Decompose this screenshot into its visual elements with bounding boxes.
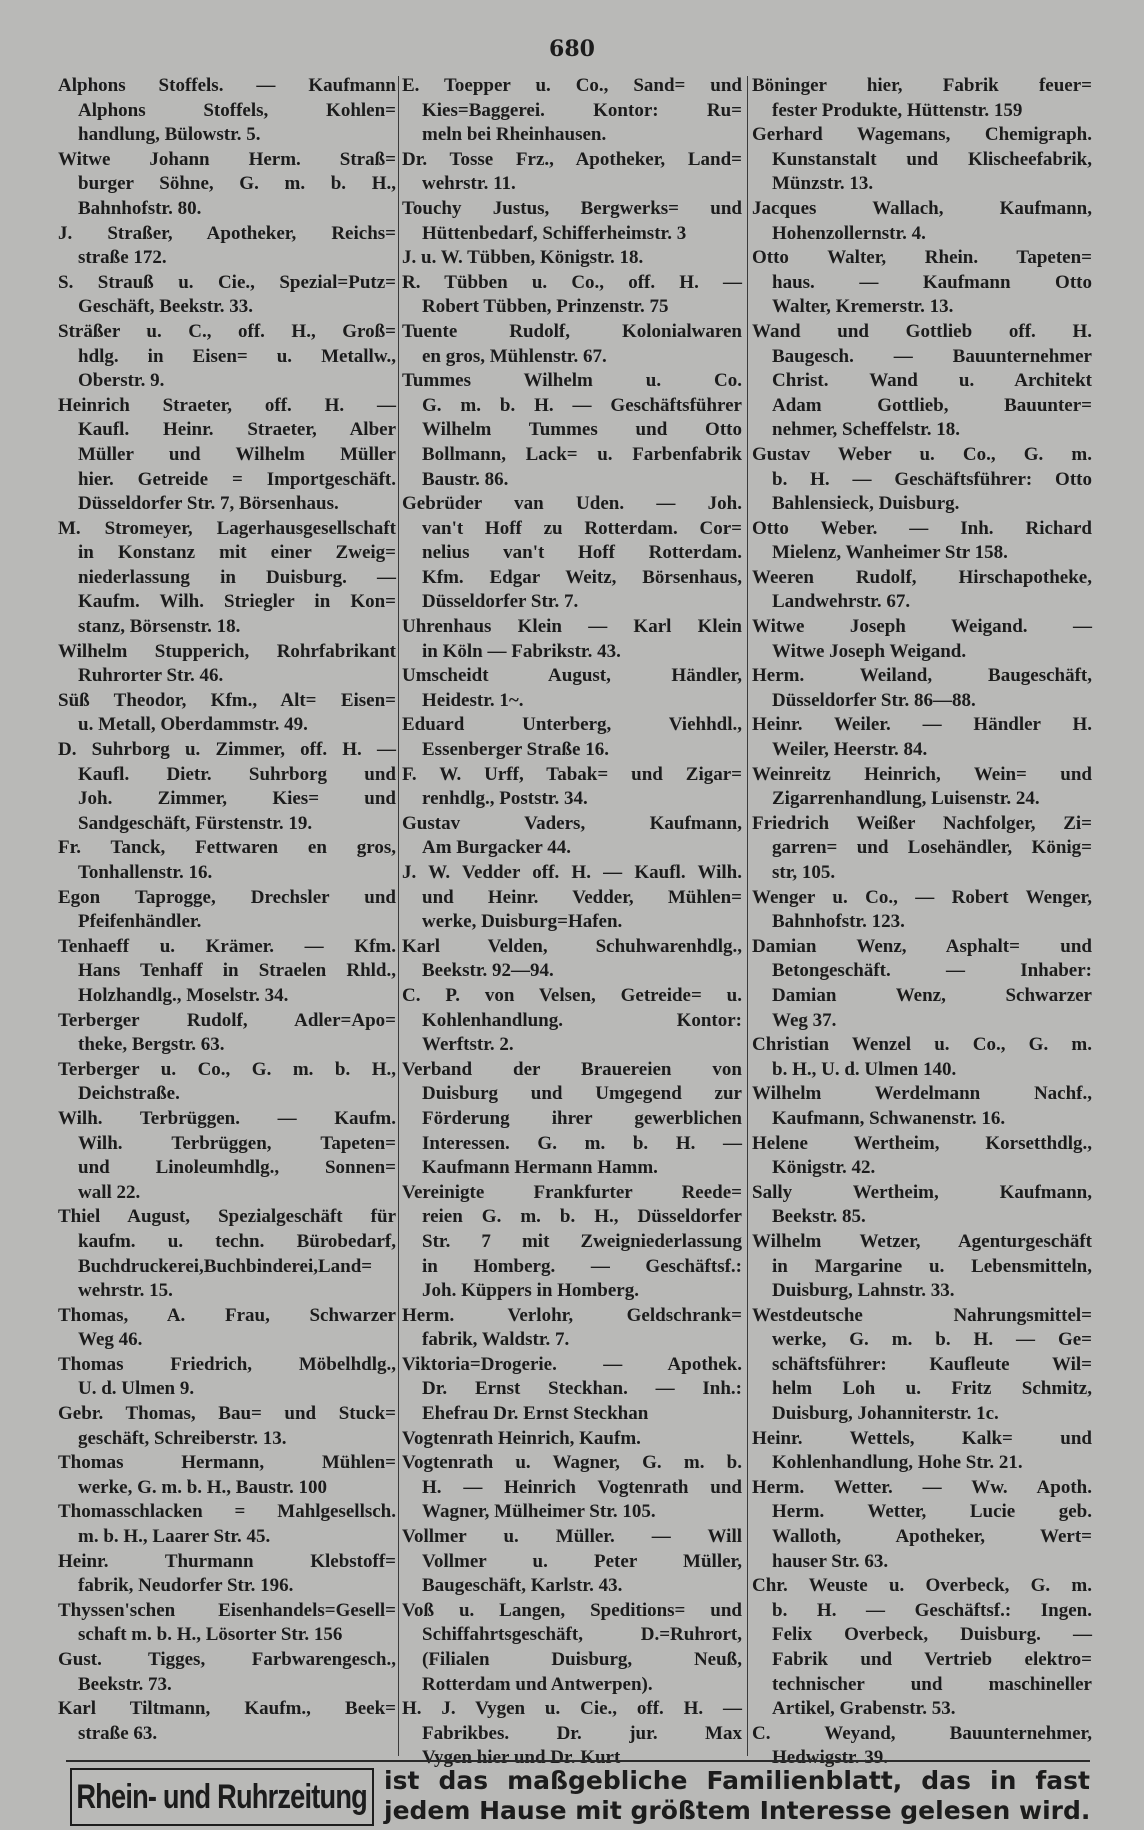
directory-entry: [58, 148, 396, 222]
entry-line: Düsseldorfer Str. 7, Börsenhaus.: [78, 493, 339, 515]
entry-line: Süß Theodor, Kfm., Alt= Eisen=: [58, 689, 396, 711]
directory-entry: [752, 935, 1092, 1033]
directory-entry: [402, 1181, 742, 1304]
entry-line: Witwe Joseph Weigand. —: [752, 616, 1092, 638]
entry-line: Vogtenrath Heinrich, Kaufm.: [402, 1427, 641, 1449]
entry-line: Wilh. Terbrüggen, Tapeten=: [78, 1132, 396, 1154]
entry-line: Wilhelm Wetzer, Agenturgeschäft: [752, 1230, 1092, 1252]
entry-line: Terberger Rudolf, Adler=Apo=: [58, 1009, 396, 1031]
entry-line: Wilhelm Tummes und Otto: [422, 419, 742, 441]
entry-line: Tuente Rudolf, Kolonialwaren: [402, 320, 742, 342]
entry-line: Fr. Tanck, Fettwaren en gros,: [58, 837, 396, 859]
entry-line: Interessen. G. m. b. H. —: [422, 1132, 742, 1154]
directory-entry: [752, 615, 1092, 664]
entry-line: G. m. b. H. — Geschäftsführer: [422, 394, 742, 416]
directory-entry: [402, 812, 742, 861]
directory-entry: [752, 246, 1092, 320]
entry-line: in Konstanz mit einer Zweig=: [78, 542, 396, 564]
entry-line: Hedwigstr. 39.: [772, 1747, 888, 1769]
entry-line: schäftsführer: Kaufleute Wil=: [772, 1353, 1092, 1375]
entry-line: M. Stromeyer, Lagerhausgesellschaft: [58, 517, 396, 539]
directory-entry: [752, 517, 1092, 566]
directory-entry: [402, 74, 742, 148]
entry-line: Baugeschäft, Karlstr. 43.: [422, 1575, 623, 1597]
entry-line: Kaufmann Hermann Hamm.: [422, 1157, 658, 1179]
entry-line: E. Toepper u. Co., Sand= und: [402, 75, 742, 96]
entry-line: Damian Wenz, Asphalt= und: [752, 935, 1092, 957]
column-divider: [398, 76, 399, 1756]
directory-entry: [58, 1058, 396, 1107]
entry-line: burger Söhne, G. m. b. H.,: [78, 173, 396, 195]
entry-line: Terberger u. Co., G. m. b. H.,: [58, 1058, 396, 1080]
entry-line: Herm. Verlohr, Geldschrank=: [402, 1304, 742, 1326]
entry-line: Wenger u. Co., — Robert Wenger,: [752, 886, 1092, 908]
directory-entry: [752, 664, 1092, 713]
directory-entry: [752, 320, 1092, 443]
entry-line: Müller und Wilhelm Müller: [78, 443, 396, 465]
entry-line: Weg 46.: [78, 1329, 143, 1351]
entry-line: H. J. Vygen u. Cie., off. H. —: [402, 1698, 742, 1720]
entry-line: Bahnhofstr. 80.: [78, 197, 202, 219]
entry-line: Tonhallenstr. 16.: [78, 862, 213, 883]
newspaper-logo-box: [70, 1768, 374, 1826]
entry-line: S. Strauß u. Cie., Spezial=Putz=: [58, 271, 396, 293]
directory-entry: [58, 517, 396, 640]
entry-line: Böninger hier, Fabrik feuer=: [752, 75, 1092, 96]
entry-line: Witwe Joseph Weigand.: [772, 640, 967, 662]
entry-line: Duisburg, Johanniterstr. 1c.: [772, 1403, 999, 1425]
directory-entry: [402, 148, 742, 197]
entry-line: fabrik, Waldstr. 7.: [422, 1329, 570, 1351]
entry-line: Damian Wenz, Schwarzer: [772, 984, 1092, 1006]
entry-line: kaufm. u. techn. Bürobedarf,: [78, 1230, 396, 1252]
entry-line: Thomas, A. Frau, Schwarzer: [58, 1304, 396, 1326]
entry-line: U. d. Ulmen 9.: [78, 1378, 195, 1400]
directory-entry: [752, 197, 1092, 246]
entry-line: Fabrik und Vertrieb elektro=: [772, 1649, 1092, 1670]
directory-entry: [58, 1599, 396, 1648]
entry-line: Gerhard Wagemans, Chemigraph.: [752, 124, 1092, 146]
entry-line: Kohlenhandlung, Hohe Str. 21.: [772, 1452, 1023, 1474]
directory-entry: [752, 1427, 1092, 1476]
entry-line: Jacques Wallach, Kaufmann,: [752, 197, 1092, 219]
entry-line: Geschäft, Beekstr. 33.: [78, 296, 254, 318]
directory-entry: [752, 886, 1092, 935]
newspaper-title: Rhein- und Ruhrzeitung: [76, 1777, 368, 1816]
entry-line: en gros, Mühlenstr. 67.: [422, 345, 607, 367]
entry-line: wehrstr. 15.: [78, 1280, 173, 1302]
entry-line: Witwe Johann Herm. Straß=: [58, 148, 396, 170]
entry-line: Vogtenrath u. Wagner, G. m. b.: [402, 1452, 742, 1474]
entry-line: haus. — Kaufmann Otto: [772, 271, 1092, 293]
directory-entry: [752, 812, 1092, 886]
entry-line: Eduard Unterberg, Viehhdl.,: [402, 714, 742, 736]
entry-line: Bahnhofstr. 123.: [772, 911, 905, 933]
entry-line: wehrstr. 11.: [422, 173, 516, 195]
advertisement-banner: [66, 1760, 1090, 1828]
entry-line: geschäft, Schreiberstr. 13.: [78, 1427, 287, 1449]
entry-line: Thomasschlacken = Mahlgesellsch.: [58, 1501, 396, 1523]
entry-line: Zigarrenhandlung, Luisenstr. 24.: [772, 788, 1040, 810]
entry-line: Essenberger Straße 16.: [422, 739, 609, 761]
entry-line: Bollmann, Lack= u. Farbenfabrik: [422, 443, 742, 465]
entry-line: hdlg. in Eisen= u. Metallw.,: [78, 345, 396, 367]
entry-line: J. u. W. Tübben, Königstr. 18.: [402, 247, 644, 269]
entry-line: Förderung ihrer gewerblichen: [422, 1107, 742, 1129]
entry-line: Christian Wenzel u. Co., G. m.: [752, 1034, 1092, 1056]
entry-line: Duisburg und Umgegend zur: [422, 1083, 742, 1105]
entry-line: Kaufmann, Schwanenstr. 16.: [772, 1107, 1006, 1129]
entry-line: Karl Velden, Schuhwarenhdlg.,: [402, 935, 742, 957]
directory-entry: [58, 1009, 396, 1058]
directory-entry: [58, 1353, 396, 1402]
entry-line: J. Straßer, Apotheker, Reichs=: [58, 222, 396, 244]
entry-line: Vollmer u. Peter Müller,: [422, 1550, 742, 1572]
entry-line: Umscheidt August, Händler,: [402, 665, 742, 687]
entry-line: Wilhelm Stupperich, Rohrfabrikant: [58, 640, 396, 662]
entry-line: nehmer, Scheffelstr. 18.: [772, 419, 961, 441]
directory-entry: [58, 74, 396, 148]
entry-line: Vygen hier und Dr. Kurt: [422, 1747, 621, 1769]
directory-entry: [752, 1304, 1092, 1427]
entry-line: Düsseldorfer Str. 86—88.: [772, 689, 976, 711]
entry-line: fabrik, Neudorfer Str. 196.: [78, 1575, 294, 1597]
entry-line: Thyssen'schen Eisenhandels=Gesell=: [58, 1599, 396, 1621]
directory-column-2: [402, 74, 742, 1771]
directory-entry: [752, 123, 1092, 197]
entry-line: H. — Heinrich Vogtenrath und: [422, 1476, 742, 1498]
entry-line: van't Hoff zu Rotterdam. Cor=: [422, 517, 742, 539]
entry-line: Beekstr. 73.: [78, 1673, 172, 1695]
entry-line: Sally Wertheim, Kaufmann,: [752, 1181, 1092, 1203]
entry-line: Artikel, Grabenstr. 53.: [772, 1698, 956, 1720]
entry-line: Wilh. Terbrüggen. — Kaufm.: [58, 1107, 396, 1129]
directory-entry: [402, 1353, 742, 1427]
entry-line: Herm. Wetter, Lucie geb.: [772, 1501, 1092, 1523]
entry-line: niederlassung in Duisburg. —: [78, 566, 396, 588]
entry-line: Sträßer u. C., off. H., Groß=: [58, 320, 396, 342]
directory-entry: [58, 1205, 396, 1303]
entry-line: wall 22.: [78, 1181, 141, 1203]
entry-line: und Heinr. Vedder, Mühlen=: [422, 886, 742, 908]
entry-line: Kaufm. Wilh. Striegler in Kon=: [78, 591, 396, 613]
entry-line: in Köln — Fabrikstr. 43.: [422, 640, 621, 662]
directory-entry: [402, 1427, 742, 1452]
entry-line: garren= und Losehändler, König=: [772, 837, 1092, 859]
entry-line: Tenhaeff u. Krämer. — Kfm.: [58, 935, 396, 957]
entry-line: Hans Tenhaff in Straelen Rhld.,: [78, 960, 396, 982]
entry-line: Buchdruckerei,Buchbinderei,Land=: [78, 1255, 373, 1277]
entry-line: Bahlensieck, Duisburg.: [772, 493, 960, 515]
entry-line: handlung, Bülowstr. 5.: [78, 124, 261, 146]
entry-line: Herm. Weiland, Baugeschäft,: [752, 665, 1092, 687]
entry-line: Pfeifenhändler.: [78, 911, 202, 933]
entry-line: reien G. m. b. H., Düsseldorfer: [422, 1206, 742, 1228]
directory-entry: [402, 492, 742, 615]
entry-line: Viktoria=Drogerie. — Apothek.: [402, 1353, 742, 1375]
directory-entry: [752, 74, 1092, 123]
directory-entry: [58, 640, 396, 689]
entry-line: werke, Duisburg=Hafen.: [422, 911, 623, 933]
entry-line: Weeren Rudolf, Hirschapotheke,: [752, 566, 1092, 588]
entry-line: Vollmer u. Müller. — Will: [402, 1526, 742, 1548]
directory-entry: [58, 935, 396, 1009]
entry-line: Otto Walter, Rhein. Tapeten=: [752, 247, 1092, 269]
entry-line: Wand und Gottlieb off. H.: [752, 320, 1092, 342]
directory-entry: [402, 1525, 742, 1599]
entry-line: Münzstr. 13.: [772, 173, 874, 195]
entry-line: m. b. H., Laarer Str. 45.: [78, 1526, 271, 1548]
directory-entry: [402, 1058, 742, 1181]
directory-entry: [752, 763, 1092, 812]
entry-line: werke, G. m. b. H., Baustr. 100: [78, 1476, 327, 1498]
page-number: 680: [549, 36, 595, 62]
entry-line: Sandgeschäft, Fürstenstr. 19.: [78, 812, 313, 834]
directory-entry: [752, 1574, 1092, 1722]
entry-line: Am Burgacker 44.: [422, 837, 571, 859]
entry-line: hauser Str. 63.: [772, 1550, 889, 1572]
directory-entry: [58, 1500, 396, 1549]
directory-entry: [58, 1402, 396, 1451]
entry-line: nelius van't Hoff Rotterdam.: [422, 542, 742, 564]
entry-line: Walloth, Apotheker, Wert=: [772, 1526, 1092, 1548]
entry-line: Baugesch. — Bauunternehmer: [772, 345, 1092, 367]
entry-line: Werftstr. 2.: [422, 1034, 514, 1056]
entry-line: Helene Wertheim, Korsetthdlg.,: [752, 1132, 1092, 1154]
entry-line: b. H. — Geschäftsf.: Ingen.: [772, 1599, 1092, 1621]
entry-line: Joh. Küppers in Homberg.: [422, 1280, 639, 1302]
entry-line: Herm. Wetter. — Ww. Apoth.: [752, 1476, 1092, 1498]
entry-line: und Linoleumhdlg., Sonnen=: [78, 1157, 396, 1179]
directory-entry: [58, 394, 396, 517]
directory-entry: [402, 197, 742, 246]
entry-line: Weinreitz Heinrich, Wein= und: [752, 763, 1092, 785]
entry-line: Kohlenhandlung. Kontor:: [422, 1009, 742, 1031]
entry-line: Landwehrstr. 67.: [772, 591, 911, 613]
entry-line: (Filialen Duisburg, Neuß,: [422, 1649, 742, 1670]
entry-line: Hohenzollernstr. 4.: [772, 222, 926, 244]
directory-entry: [58, 222, 396, 271]
directory-entry: [58, 836, 396, 885]
directory-entry: [752, 1132, 1092, 1181]
entry-line: Friedrich Weißer Nachfolger, Zi=: [752, 812, 1092, 834]
advertisement-text: [384, 1766, 1090, 1826]
entry-line: Uhrenhaus Klein — Karl Klein: [402, 616, 742, 638]
entry-line: theke, Bergstr. 63.: [78, 1034, 225, 1056]
entry-line: Deichstraße.: [78, 1083, 180, 1105]
entry-line: Vereinigte Frankfurter Reede=: [402, 1181, 742, 1203]
entry-line: Holzhandlg., Moselstr. 34.: [78, 984, 289, 1006]
entry-line: Mielenz, Wanheimer Str 158.: [772, 542, 1008, 564]
entry-line: Dr. Tosse Frz., Apotheker, Land=: [402, 148, 742, 170]
entry-line: J. W. Vedder off. H. — Kaufl. Wilh.: [402, 862, 742, 883]
directory-entry: [752, 1230, 1092, 1304]
entry-line: Christ. Wand u. Architekt: [772, 370, 1092, 392]
entry-line: Heinrich Straeter, off. H. —: [58, 394, 396, 416]
directory-entry: [402, 984, 742, 1058]
entry-line: helm Loh u. Fritz Schmitz,: [772, 1378, 1092, 1400]
entry-line: Gustav Weber u. Co., G. m.: [752, 443, 1092, 465]
entry-line: in Homberg. — Geschäftsf.:: [422, 1255, 742, 1277]
directory-entry: [402, 320, 742, 369]
directory-entry: [58, 1107, 396, 1205]
directory-entry: [752, 1181, 1092, 1230]
entry-line: Heinr. Wettels, Kalk= und: [752, 1427, 1092, 1449]
entry-line: Robert Tübben, Prinzenstr. 75: [422, 296, 669, 318]
entry-line: C. Weyand, Bauunternehmer,: [752, 1722, 1092, 1744]
directory-entry: [402, 935, 742, 984]
entry-line: Gust. Tigges, Farbwarengesch.,: [58, 1649, 396, 1670]
entry-line: Fabrikbes. Dr. jur. Max: [422, 1722, 742, 1744]
directory-entry: [752, 1476, 1092, 1574]
directory-entry: [402, 763, 742, 812]
entry-line: u. Metall, Oberdammstr. 49.: [78, 714, 308, 736]
directory-entry: [58, 738, 396, 836]
entry-line: Adam Gottlieb, Bauunter=: [772, 394, 1092, 416]
entry-line: R. Tübben u. Co., off. H. —: [402, 271, 742, 293]
entry-line: Kunstanstalt und Klischeefabrik,: [772, 148, 1092, 170]
directory-entry: [402, 1451, 742, 1525]
entry-line: Walter, Kremerstr. 13.: [772, 296, 954, 318]
entry-line: Oberstr. 9.: [78, 370, 165, 392]
directory-entry: [402, 713, 742, 762]
entry-line: straße 172.: [78, 247, 167, 269]
entry-line: meln bei Rheinhausen.: [422, 124, 607, 146]
entry-line: hier. Getreide = Importgeschäft.: [78, 468, 396, 490]
directory-entry: [752, 566, 1092, 615]
directory-column-3: [752, 74, 1092, 1771]
entry-line: schaft m. b. H., Lösorter Str. 156: [78, 1624, 343, 1646]
entry-line: Ehefrau Dr. Ernst Steckhan: [422, 1403, 649, 1425]
entry-line: Betongeschäft. — Inhaber:: [772, 960, 1092, 982]
directory-entry: [402, 369, 742, 492]
directory-entry: [402, 861, 742, 935]
entry-line: Gustav Vaders, Kaufmann,: [402, 812, 742, 834]
entry-line: Kaufl. Heinr. Straeter, Alber: [78, 419, 396, 441]
entry-line: Wilhelm Werdelmann Nachf.,: [752, 1083, 1092, 1105]
directory-entry: [58, 689, 396, 738]
entry-line: Ruhrorter Str. 46.: [78, 665, 224, 687]
directory-entry: [58, 1697, 396, 1746]
entry-line: Joh. Zimmer, Kies= und: [78, 788, 396, 810]
directory-entry: [402, 1599, 742, 1697]
entry-line: in Margarine u. Lebensmitteln,: [772, 1255, 1092, 1277]
entry-line: Düsseldorfer Str. 7.: [422, 591, 579, 613]
entry-line: Kies=Baggerei. Kontor: Ru=: [422, 99, 742, 121]
entry-line: Westdeutsche Nahrungsmittel=: [752, 1304, 1092, 1326]
entry-line: Duisburg, Lahnstr. 33.: [772, 1280, 955, 1302]
entry-line: werke, G. m. b. H. — Ge=: [772, 1329, 1092, 1351]
directory-entry: [402, 615, 742, 664]
entry-line: Voß u. Langen, Speditions= und: [402, 1599, 742, 1621]
column-divider: [747, 76, 748, 1756]
directory-entry: [58, 1550, 396, 1599]
entry-line: str, 105.: [772, 862, 836, 883]
directory-entry: [58, 271, 396, 320]
entry-line: C. P. von Velsen, Getreide= u.: [402, 984, 742, 1006]
directory-entry: [752, 1082, 1092, 1131]
entry-line: Tummes Wilhelm u. Co.: [402, 370, 742, 392]
entry-line: Verband der Brauereien von: [402, 1058, 742, 1080]
entry-line: straße 63.: [78, 1722, 158, 1744]
entry-line: b. H. — Geschäftsführer: Otto: [772, 468, 1092, 490]
entry-line: Hüttenbedarf, Schifferheimstr. 3: [422, 222, 687, 244]
entry-line: Alphons Stoffels, Kohlen=: [78, 99, 396, 121]
entry-line: Heinr. Weiler. — Händler H.: [752, 714, 1092, 736]
directory-entry: [58, 1451, 396, 1500]
entry-line: Alphons Stoffels. — Kaufmann: [58, 75, 396, 96]
entry-line: stanz, Börsenstr. 18.: [78, 616, 241, 638]
entry-line: Egon Taprogge, Drechsler und: [58, 886, 396, 908]
entry-line: Heidestr. 1~.: [422, 689, 524, 711]
directory-column-1: [58, 74, 396, 1746]
entry-line: b. H., U. d. Ulmen 140.: [772, 1058, 957, 1080]
entry-line: Str. 7 mit Zweigniederlassung: [422, 1230, 742, 1252]
directory-entry: [402, 1304, 742, 1353]
directory-entry: [402, 271, 742, 320]
entry-line: D. Suhrborg u. Zimmer, off. H. —: [58, 739, 396, 761]
entry-line: Beekstr. 92—94.: [422, 960, 554, 982]
entry-line: Thomas Friedrich, Möbelhdlg.,: [58, 1353, 396, 1375]
entry-line: Heinr. Thurmann Klebstoff=: [58, 1550, 396, 1572]
directory-entry: [402, 246, 742, 271]
entry-line: Wagner, Mülheimer Str. 105.: [422, 1501, 656, 1523]
advertisement-line-1: ist das maßgebliche Familienblatt, das in fast: [384, 1766, 1090, 1795]
entry-line: fester Produkte, Hüttenstr. 159: [772, 99, 1023, 121]
entry-line: Kfm. Edgar Weitz, Börsenhaus,: [422, 566, 742, 588]
entry-line: Felix Overbeck, Duisburg. —: [772, 1624, 1092, 1646]
directory-entry: [752, 443, 1092, 517]
entry-line: Dr. Ernst Steckhan. — Inh.:: [422, 1378, 742, 1400]
directory-entry: [58, 320, 396, 394]
entry-line: renhdlg., Poststr. 34.: [422, 788, 588, 810]
entry-line: Baustr. 86.: [422, 468, 509, 490]
directory-entry: [752, 1033, 1092, 1082]
entry-line: Otto Weber. — Inh. Richard: [752, 517, 1092, 539]
entry-line: Gebr. Thomas, Bau= und Stuck=: [58, 1403, 396, 1425]
entry-line: Karl Tiltmann, Kaufm., Beek=: [58, 1698, 396, 1720]
entry-line: Beekstr. 85.: [772, 1206, 866, 1228]
entry-line: Kaufl. Dietr. Suhrborg und: [78, 763, 396, 785]
directory-entry: [752, 713, 1092, 762]
entry-line: F. W. Urff, Tabak= und Zigar=: [402, 763, 742, 785]
advertisement-line-2: jedem Hause mit größtem Interesse gelesen wird.: [384, 1796, 1091, 1825]
entry-line: Königstr. 42.: [772, 1157, 876, 1179]
entry-line: Weg 37.: [772, 1009, 837, 1031]
directory-entry: [58, 886, 396, 935]
entry-line: Thomas Hermann, Mühlen=: [58, 1452, 396, 1474]
entry-line: Chr. Weuste u. Overbeck, G. m.: [752, 1575, 1092, 1597]
entry-line: Schiffahrtsgeschäft, D.=Ruhrort,: [422, 1624, 742, 1646]
entry-line: Thiel August, Spezialgeschäft für: [58, 1206, 396, 1228]
entry-line: Touchy Justus, Bergwerks= und: [402, 197, 742, 219]
entry-line: technischer und maschineller: [772, 1673, 1092, 1695]
entry-line: Gebrüder van Uden. — Joh.: [402, 493, 742, 515]
entry-line: Weiler, Heerstr. 84.: [772, 739, 928, 761]
directory-entry: [58, 1648, 396, 1697]
directory-entry: [402, 664, 742, 713]
directory-entry: [58, 1304, 396, 1353]
entry-line: Rotterdam und Antwerpen).: [422, 1673, 653, 1695]
